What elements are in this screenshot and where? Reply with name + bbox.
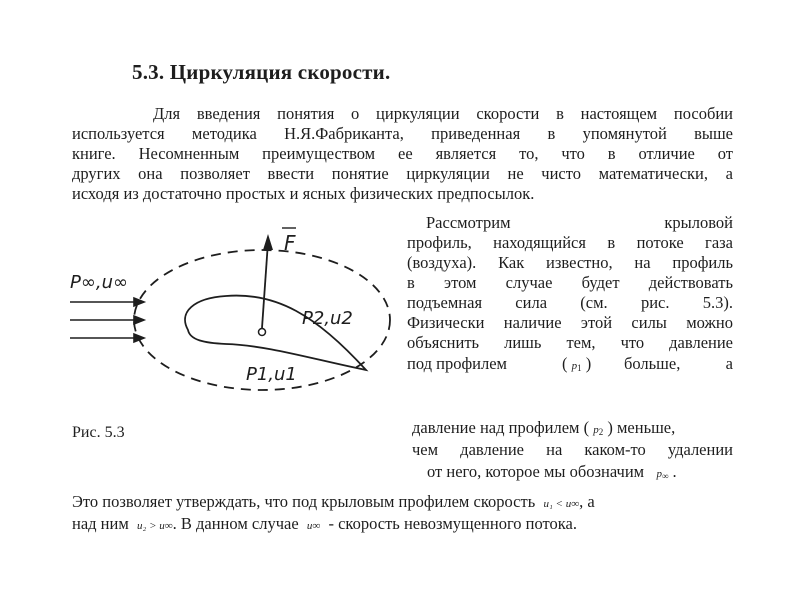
section-title: 5.3. Циркуляция скорости. — [132, 60, 391, 84]
figure-caption: Рис. 5.3 — [72, 424, 125, 441]
airfoil-figure — [66, 220, 396, 420]
airfoil-profile — [185, 296, 366, 370]
side-line-1: Рассмотрим крыловой — [426, 213, 733, 232]
pressure-line-left: под профилем — [407, 354, 507, 373]
intro-line-2: используется методика Н.Я.Фабриканта, приведенная в упомянутой выше — [72, 124, 733, 143]
upper-surface-label: P2,u2 — [302, 308, 353, 329]
force-arrowhead — [263, 234, 273, 250]
side-line-7: объяснить лишь тем, что давление — [407, 333, 733, 352]
force-vector — [262, 242, 268, 328]
closing-line-1: Это позволяет утверждать, что под крыловым профилем скорость u₁ < u∞, а — [72, 492, 595, 511]
intro-line-1: Для введения понятия о циркуляции скорости в настоящем пособии — [153, 104, 733, 123]
pressure-p1-symbol: ( $p_1$ ) — [562, 354, 592, 373]
side-line-6: Физически наличие этой силы можно — [407, 313, 733, 332]
freestream-label: P∞,u∞ — [70, 272, 128, 293]
center-point — [259, 329, 266, 336]
freestream-arrows — [70, 298, 144, 342]
lower-surface-label: P1,u1 — [246, 364, 297, 385]
force-label: F — [284, 231, 296, 255]
side-line-3: (воздуха). Как известно, на профиль — [407, 253, 733, 272]
pressure-line-right: больше, а — [624, 354, 733, 373]
lower-line-1: давление над профилем ( $p_2$ ) меньше, — [412, 418, 676, 437]
closing-line-2: над ним u₂ > u∞. В данном случае u∞ - скорость невозмущенного потока. — [72, 514, 577, 533]
side-line-2: профиль, находящийся в потоке газа — [407, 233, 733, 252]
intro-line-4: других она позволяет ввести понятие циркуляции не чисто математически, а — [72, 164, 733, 183]
intro-line-3: книге. Несомненным преимуществом ее является то, что в отличие от — [72, 144, 733, 163]
intro-line-5: исходя из достаточно простых и ясных физических предпосылок. — [72, 184, 535, 203]
lower-line-2: чем давление на каком-то удалении — [412, 440, 733, 459]
side-line-5: подъемная сила (см. рис. 5.3). — [407, 293, 733, 312]
side-line-4: в этом случае будет действовать — [407, 273, 733, 292]
lower-line-3: от него, которое мы обозначим $p_\infty$ . — [427, 462, 677, 481]
